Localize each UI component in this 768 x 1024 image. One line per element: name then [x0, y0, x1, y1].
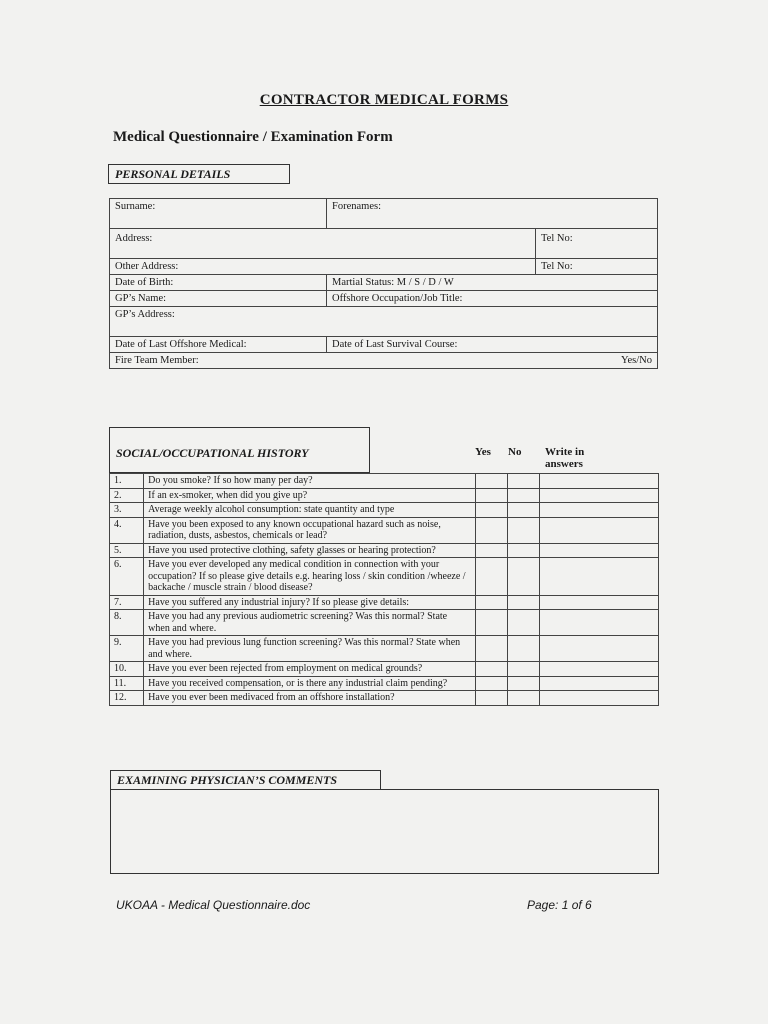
yes-cell[interactable]: [475, 676, 507, 691]
no-cell[interactable]: [508, 517, 540, 543]
question-number: 3.: [110, 503, 144, 518]
personal-details-table: [109, 198, 658, 369]
question-number: 7.: [110, 595, 144, 610]
answer-cell[interactable]: [540, 636, 659, 662]
footer-filename: UKOAA - Medical Questionnaire.doc: [116, 898, 311, 912]
no-cell[interactable]: [508, 691, 540, 706]
no-cell[interactable]: [508, 543, 540, 558]
col-yes-header: Yes: [475, 446, 491, 458]
answer-cell[interactable]: [540, 610, 659, 636]
social-history-table: [109, 473, 659, 706]
question-text: Have you been exposed to any known occupational hazard such as noise, radiation, dusts, asbestos, chemicals or lead?: [144, 517, 476, 543]
no-cell[interactable]: [508, 610, 540, 636]
no-cell[interactable]: [508, 636, 540, 662]
question-number: 11.: [110, 676, 144, 691]
question-text: Average weekly alcohol consumption: state quantity and type: [144, 503, 476, 518]
no-cell[interactable]: [508, 503, 540, 518]
no-cell[interactable]: [508, 662, 540, 677]
question-row: [110, 636, 659, 662]
question-text: If an ex-smoker, when did you give up?: [144, 488, 476, 503]
no-cell[interactable]: [508, 474, 540, 489]
yes-cell[interactable]: [475, 517, 507, 543]
yes-cell[interactable]: [475, 662, 507, 677]
yes-cell[interactable]: [475, 558, 507, 596]
question-row: [110, 517, 659, 543]
last-survival-field[interactable]: Date of Last Survival Course:: [327, 337, 658, 353]
question-text: Have you ever been rejected from employment on medical grounds?: [144, 662, 476, 677]
question-number: 12.: [110, 691, 144, 706]
question-number: 6.: [110, 558, 144, 596]
question-text: Have you ever developed any medical condition in connection with your occupation? If so please give details e.g. hearing loss / skin condition /wheeze / backache / muscle strain / blood disease?: [144, 558, 476, 596]
question-row: [110, 595, 659, 610]
footer-page-number: Page: 1 of 6: [527, 898, 592, 912]
answer-cell[interactable]: [540, 543, 659, 558]
surname-field[interactable]: Surname:: [110, 199, 327, 229]
no-cell[interactable]: [508, 595, 540, 610]
fire-team-field[interactable]: [110, 353, 658, 369]
other-address-field[interactable]: Other Address:: [110, 259, 536, 275]
occupation-field[interactable]: Offshore Occupation/Job Title:: [327, 291, 658, 307]
col-no-header: No: [508, 446, 522, 458]
question-row: [110, 474, 659, 489]
yes-cell[interactable]: [475, 691, 507, 706]
marital-status-field[interactable]: Martial Status: M / S / D / W: [327, 275, 658, 291]
question-number: 10.: [110, 662, 144, 677]
question-number: 8.: [110, 610, 144, 636]
yes-cell[interactable]: [475, 595, 507, 610]
yes-cell[interactable]: [475, 474, 507, 489]
gp-name-field[interactable]: GP’s Name:: [110, 291, 327, 307]
fire-team-label: Fire Team Member:: [115, 355, 199, 366]
yes-cell[interactable]: [475, 503, 507, 518]
question-row: [110, 610, 659, 636]
dob-field[interactable]: Date of Birth:: [110, 275, 327, 291]
answer-cell[interactable]: [540, 595, 659, 610]
question-row: [110, 558, 659, 596]
answer-cell[interactable]: [540, 488, 659, 503]
question-row: [110, 676, 659, 691]
no-cell[interactable]: [508, 558, 540, 596]
address-field[interactable]: Address:: [110, 229, 536, 259]
question-number: 9.: [110, 636, 144, 662]
question-text: Have you received compensation, or is there any industrial claim pending?: [144, 676, 476, 691]
no-cell[interactable]: [508, 676, 540, 691]
tel-field-2[interactable]: Tel No:: [536, 259, 658, 275]
last-medical-field[interactable]: Date of Last Offshore Medical:: [110, 337, 327, 353]
no-cell[interactable]: [508, 488, 540, 503]
page-title: CONTRACTOR MEDICAL FORMS: [259, 92, 509, 108]
question-text: Have you suffered any industrial injury? If so please give details:: [144, 595, 476, 610]
yes-cell[interactable]: [475, 636, 507, 662]
question-text: Have you used protective clothing, safety glasses or hearing protection?: [144, 543, 476, 558]
answer-cell[interactable]: [540, 558, 659, 596]
forenames-field[interactable]: Forenames:: [327, 199, 658, 229]
gp-address-field[interactable]: GP’s Address:: [110, 307, 658, 337]
physician-comments-label: EXAMINING PHYSICIAN’S COMMENTS: [117, 773, 338, 787]
social-history-label: SOCIAL/OCCUPATIONAL HISTORY: [116, 446, 309, 460]
yes-cell[interactable]: [475, 488, 507, 503]
answer-cell[interactable]: [540, 662, 659, 677]
answer-cell[interactable]: [540, 676, 659, 691]
yes-cell[interactable]: [475, 610, 507, 636]
question-row: [110, 488, 659, 503]
question-text: Have you had any previous audiometric screening? Was this normal? State when and where.: [144, 610, 476, 636]
question-text: Have you ever been medivaced from an offshore installation?: [144, 691, 476, 706]
question-number: 4.: [110, 517, 144, 543]
answer-cell[interactable]: [540, 474, 659, 489]
col-write-header: Write in answers: [545, 446, 585, 470]
form-subtitle: Medical Questionnaire / Examination Form: [113, 129, 393, 145]
tel-field-1[interactable]: Tel No:: [536, 229, 658, 259]
personal-details-heading: [108, 164, 290, 184]
question-number: 1.: [110, 474, 144, 489]
answer-cell[interactable]: [540, 691, 659, 706]
question-row: [110, 691, 659, 706]
question-text: Have you had previous lung function screening? Was this normal? State when and where.: [144, 636, 476, 662]
question-row: [110, 503, 659, 518]
question-row: [110, 662, 659, 677]
question-number: 2.: [110, 488, 144, 503]
answer-cell[interactable]: [540, 503, 659, 518]
answer-cell[interactable]: [540, 517, 659, 543]
question-text: Do you smoke? If so how many per day?: [144, 474, 476, 489]
personal-details-label: PERSONAL DETAILS: [115, 167, 231, 181]
yes-cell[interactable]: [475, 543, 507, 558]
physician-comments-heading: [110, 770, 381, 790]
question-number: 5.: [110, 543, 144, 558]
social-history-heading: [109, 427, 370, 473]
physician-comments-box[interactable]: [110, 789, 659, 874]
fire-team-yes-no[interactable]: Yes/No: [620, 355, 652, 366]
question-row: [110, 543, 659, 558]
